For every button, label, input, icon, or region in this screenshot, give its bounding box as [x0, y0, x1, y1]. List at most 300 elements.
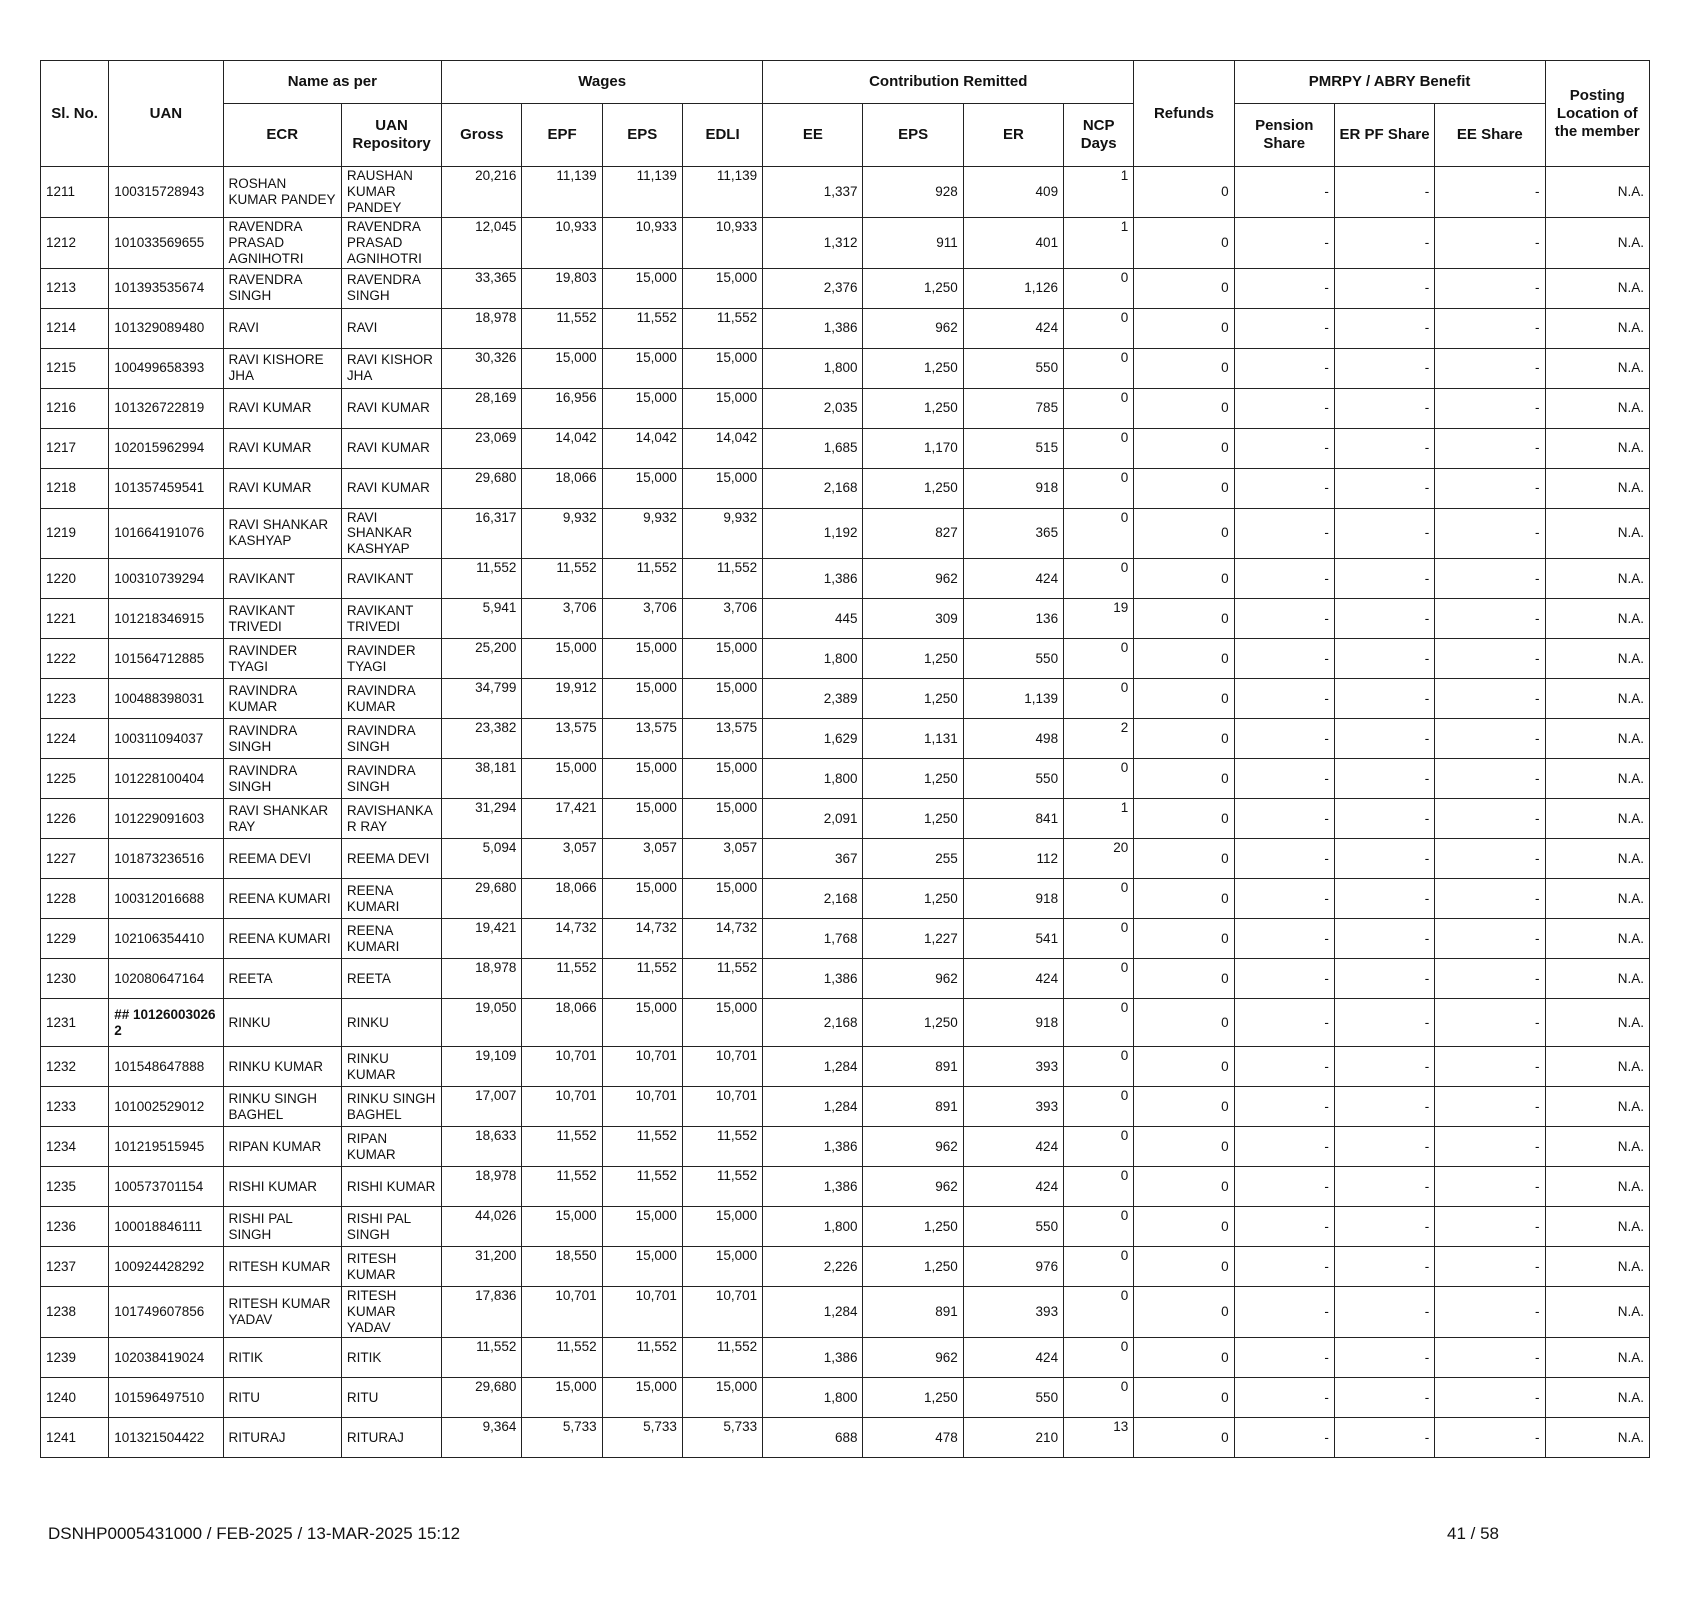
cell-ncp-days: 0: [1064, 1127, 1134, 1167]
cell-ee: 1,386: [763, 1338, 863, 1378]
cell-refunds: 0: [1134, 1087, 1234, 1127]
cell-epf: 16,956: [522, 388, 602, 428]
cell-er: 498: [963, 719, 1063, 759]
cell-pension-share: -: [1234, 559, 1334, 599]
cell-ecr-name: RAVI KISHORE JHA: [223, 348, 341, 388]
cell-pension-share: -: [1234, 1247, 1334, 1287]
cell-er-pf-share: -: [1334, 468, 1434, 508]
cell-eps-contribution: 1,250: [863, 468, 963, 508]
cell-edli: 15,000: [682, 468, 762, 508]
cell-ecr-name: RAVIKANT TRIVEDI: [223, 599, 341, 639]
cell-pension-share: -: [1234, 1127, 1334, 1167]
cell-ee: 1,386: [763, 959, 863, 999]
cell-gross: 5,941: [442, 599, 522, 639]
cell-posting-location: N.A.: [1545, 1338, 1649, 1378]
cell-uan-repository-name: RITESH KUMAR: [341, 1247, 441, 1287]
cell-edli: 11,552: [682, 1338, 762, 1378]
cell-eps: 11,552: [602, 959, 682, 999]
cell-edli: 11,552: [682, 1127, 762, 1167]
cell-ecr-name: RAVI KUMAR: [223, 428, 341, 468]
cell-uan: 101219515945: [109, 1127, 223, 1167]
cell-edli: 11,552: [682, 959, 762, 999]
table-row: [41, 759, 1650, 799]
cell-uan-repository-name: RISHI PAL SINGH: [341, 1207, 441, 1247]
cell-er: 918: [963, 999, 1063, 1047]
cell-ncp-days: 0: [1064, 759, 1134, 799]
cell-eps-contribution: 1,250: [863, 1378, 963, 1418]
cell-ee: 2,168: [763, 999, 863, 1047]
header-ee: EE: [763, 104, 863, 167]
cell-gross: 19,421: [442, 919, 522, 959]
cell-posting-location: N.A.: [1545, 508, 1649, 559]
cell-gross: 38,181: [442, 759, 522, 799]
table-row: [41, 428, 1650, 468]
cell-ncp-days: 0: [1064, 508, 1134, 559]
cell-uan: 101228100404: [109, 759, 223, 799]
cell-edli: 9,932: [682, 508, 762, 559]
cell-edli: 11,139: [682, 167, 762, 218]
header-wages-group: Wages: [442, 61, 763, 104]
cell-ecr-name: RITESH KUMAR YADAV: [223, 1287, 341, 1338]
cell-ecr-name: RAVINDRA SINGH: [223, 759, 341, 799]
header-ncp-days: NCP Days: [1064, 104, 1134, 167]
cell-sl-no: 1236: [41, 1207, 109, 1247]
cell-edli: 15,000: [682, 639, 762, 679]
cell-posting-location: N.A.: [1545, 167, 1649, 218]
cell-ee: 367: [763, 839, 863, 879]
cell-epf: 3,057: [522, 839, 602, 879]
cell-uan-repository-name: RAVIKANT: [341, 559, 441, 599]
cell-pension-share: -: [1234, 308, 1334, 348]
cell-ee-share: -: [1435, 348, 1545, 388]
cell-eps-contribution: 962: [863, 1127, 963, 1167]
cell-edli: 15,000: [682, 879, 762, 919]
cell-posting-location: N.A.: [1545, 1287, 1649, 1338]
cell-ecr-name: RAVI KUMAR: [223, 468, 341, 508]
cell-posting-location: N.A.: [1545, 1247, 1649, 1287]
cell-epf: 11,552: [522, 959, 602, 999]
cell-refunds: 0: [1134, 217, 1234, 268]
cell-edli: 15,000: [682, 1207, 762, 1247]
cell-er-pf-share: -: [1334, 599, 1434, 639]
cell-eps: 11,139: [602, 167, 682, 218]
cell-ee-share: -: [1435, 308, 1545, 348]
cell-uan: 101564712885: [109, 639, 223, 679]
cell-er: 112: [963, 839, 1063, 879]
cell-sl-no: 1212: [41, 217, 109, 268]
cell-uan-repository-name: RAVI SHANKAR KASHYAP: [341, 508, 441, 559]
cell-refunds: 0: [1134, 1127, 1234, 1167]
cell-eps: 15,000: [602, 468, 682, 508]
cell-ecr-name: RAVI SHANKAR KASHYAP: [223, 508, 341, 559]
cell-uan-repository-name: REENA KUMARI: [341, 879, 441, 919]
cell-uan: 100310739294: [109, 559, 223, 599]
cell-eps: 11,552: [602, 308, 682, 348]
cell-eps: 15,000: [602, 799, 682, 839]
cell-uan-repository-name: RIPAN KUMAR: [341, 1127, 441, 1167]
cell-eps-contribution: 1,250: [863, 879, 963, 919]
cell-pension-share: -: [1234, 1087, 1334, 1127]
cell-uan: 102080647164: [109, 959, 223, 999]
cell-ee: 1,800: [763, 639, 863, 679]
cell-uan: 102015962994: [109, 428, 223, 468]
ecr-contribution-table: [40, 60, 1650, 1458]
cell-ee-share: -: [1435, 639, 1545, 679]
cell-eps-contribution: 255: [863, 839, 963, 879]
cell-refunds: 0: [1134, 599, 1234, 639]
cell-pension-share: -: [1234, 839, 1334, 879]
cell-er-pf-share: -: [1334, 1287, 1434, 1338]
cell-edli: 3,057: [682, 839, 762, 879]
cell-ncp-days: 0: [1064, 268, 1134, 308]
cell-ncp-days: 0: [1064, 1378, 1134, 1418]
cell-epf: 19,803: [522, 268, 602, 308]
cell-ee-share: -: [1435, 999, 1545, 1047]
cell-posting-location: N.A.: [1545, 1378, 1649, 1418]
cell-uan: 101002529012: [109, 1087, 223, 1127]
cell-er: 550: [963, 759, 1063, 799]
cell-ee-share: -: [1435, 959, 1545, 999]
cell-epf: 5,733: [522, 1418, 602, 1458]
cell-ecr-name: RAVENDRA PRASAD AGNIHOTRI: [223, 217, 341, 268]
cell-posting-location: N.A.: [1545, 639, 1649, 679]
cell-refunds: 0: [1134, 468, 1234, 508]
cell-edli: 15,000: [682, 388, 762, 428]
table-row: [41, 999, 1650, 1047]
cell-uan-repository-name: RINKU SINGH BAGHEL: [341, 1087, 441, 1127]
cell-epf: 18,550: [522, 1247, 602, 1287]
header-pension-share: Pension Share: [1234, 104, 1334, 167]
cell-sl-no: 1224: [41, 719, 109, 759]
cell-ee: 1,386: [763, 308, 863, 348]
table-row: [41, 719, 1650, 759]
cell-ecr-name: RAVINDRA KUMAR: [223, 679, 341, 719]
cell-edli: 14,042: [682, 428, 762, 468]
table-header: [41, 61, 1650, 167]
table-row: [41, 308, 1650, 348]
table-row: [41, 959, 1650, 999]
cell-gross: 31,294: [442, 799, 522, 839]
cell-epf: 11,139: [522, 167, 602, 218]
cell-epf: 14,732: [522, 919, 602, 959]
cell-eps: 3,706: [602, 599, 682, 639]
cell-ecr-name: RINKU: [223, 999, 341, 1047]
cell-er: 918: [963, 468, 1063, 508]
cell-uan: 100315728943: [109, 167, 223, 218]
cell-eps-contribution: 1,250: [863, 388, 963, 428]
cell-eps-contribution: 1,250: [863, 999, 963, 1047]
cell-epf: 19,912: [522, 679, 602, 719]
cell-er: 210: [963, 1418, 1063, 1458]
cell-refunds: 0: [1134, 759, 1234, 799]
cell-epf: 18,066: [522, 879, 602, 919]
cell-er-pf-share: -: [1334, 1207, 1434, 1247]
cell-eps-contribution: 891: [863, 1087, 963, 1127]
cell-refunds: 0: [1134, 428, 1234, 468]
cell-uan-repository-name: RAVIKANT TRIVEDI: [341, 599, 441, 639]
cell-eps-contribution: 1,250: [863, 759, 963, 799]
cell-eps-contribution: 891: [863, 1047, 963, 1087]
cell-uan-repository-name: RAVI KUMAR: [341, 428, 441, 468]
cell-er: 393: [963, 1047, 1063, 1087]
cell-ee: 1,629: [763, 719, 863, 759]
cell-eps: 11,552: [602, 1338, 682, 1378]
cell-eps: 13,575: [602, 719, 682, 759]
cell-sl-no: 1240: [41, 1378, 109, 1418]
table-row: [41, 167, 1650, 218]
cell-er-pf-share: -: [1334, 639, 1434, 679]
cell-sl-no: 1239: [41, 1338, 109, 1378]
table-row: [41, 1287, 1650, 1338]
cell-ncp-days: 0: [1064, 879, 1134, 919]
cell-er: 393: [963, 1087, 1063, 1127]
cell-uan-repository-name: RINKU KUMAR: [341, 1047, 441, 1087]
cell-refunds: 0: [1134, 919, 1234, 959]
cell-epf: 15,000: [522, 759, 602, 799]
header-gross: Gross: [442, 104, 522, 167]
cell-ecr-name: RAVI KUMAR: [223, 388, 341, 428]
cell-uan-repository-name: RITIK: [341, 1338, 441, 1378]
cell-ee-share: -: [1435, 679, 1545, 719]
cell-sl-no: 1231: [41, 999, 109, 1047]
cell-uan: 101329089480: [109, 308, 223, 348]
cell-edli: 15,000: [682, 679, 762, 719]
cell-eps: 11,552: [602, 1127, 682, 1167]
cell-posting-location: N.A.: [1545, 388, 1649, 428]
header-eps: EPS: [602, 104, 682, 167]
cell-gross: 9,364: [442, 1418, 522, 1458]
table-row: [41, 1167, 1650, 1207]
cell-edli: 11,552: [682, 1167, 762, 1207]
cell-eps-contribution: 962: [863, 1338, 963, 1378]
cell-ncp-days: 0: [1064, 1087, 1134, 1127]
table-row: [41, 1378, 1650, 1418]
cell-er: 550: [963, 348, 1063, 388]
cell-er: 424: [963, 1167, 1063, 1207]
cell-eps: 15,000: [602, 268, 682, 308]
table-row: [41, 599, 1650, 639]
cell-ncp-days: 0: [1064, 999, 1134, 1047]
cell-posting-location: N.A.: [1545, 1167, 1649, 1207]
cell-er: 785: [963, 388, 1063, 428]
cell-uan-repository-name: RAVISHANKA R RAY: [341, 799, 441, 839]
cell-eps-contribution: 928: [863, 167, 963, 218]
table-row: [41, 1207, 1650, 1247]
cell-sl-no: 1221: [41, 599, 109, 639]
table-row: [41, 679, 1650, 719]
cell-epf: 11,552: [522, 1167, 602, 1207]
cell-pension-share: -: [1234, 759, 1334, 799]
cell-pension-share: -: [1234, 1338, 1334, 1378]
cell-ee: 2,389: [763, 679, 863, 719]
cell-er: 424: [963, 308, 1063, 348]
cell-er-pf-share: -: [1334, 879, 1434, 919]
cell-gross: 18,978: [442, 1167, 522, 1207]
header-sl-no: Sl. No.: [41, 61, 109, 167]
cell-ee: 1,386: [763, 1127, 863, 1167]
cell-ecr-name: REENA KUMARI: [223, 879, 341, 919]
cell-pension-share: -: [1234, 799, 1334, 839]
cell-ncp-days: 0: [1064, 919, 1134, 959]
cell-posting-location: N.A.: [1545, 268, 1649, 308]
cell-gross: 17,836: [442, 1287, 522, 1338]
cell-edli: 15,000: [682, 268, 762, 308]
cell-refunds: 0: [1134, 679, 1234, 719]
header-benefit-group: PMRPY / ABRY Benefit: [1234, 61, 1545, 104]
cell-gross: 25,200: [442, 639, 522, 679]
cell-ncp-days: 0: [1064, 1207, 1134, 1247]
cell-ee: 1,284: [763, 1287, 863, 1338]
cell-ecr-name: RINKU KUMAR: [223, 1047, 341, 1087]
table-row: [41, 217, 1650, 268]
cell-sl-no: 1234: [41, 1127, 109, 1167]
cell-gross: 12,045: [442, 217, 522, 268]
cell-epf: 14,042: [522, 428, 602, 468]
cell-gross: 31,200: [442, 1247, 522, 1287]
cell-ee-share: -: [1435, 919, 1545, 959]
table-row: [41, 348, 1650, 388]
cell-ecr-name: RITU: [223, 1378, 341, 1418]
cell-posting-location: N.A.: [1545, 308, 1649, 348]
cell-uan: 100312016688: [109, 879, 223, 919]
cell-pension-share: -: [1234, 999, 1334, 1047]
cell-gross: 29,680: [442, 468, 522, 508]
cell-ecr-name: RISHI KUMAR: [223, 1167, 341, 1207]
cell-epf: 10,701: [522, 1047, 602, 1087]
header-ecr: ECR: [223, 104, 341, 167]
cell-er-pf-share: -: [1334, 388, 1434, 428]
cell-eps-contribution: 1,250: [863, 1207, 963, 1247]
cell-er-pf-share: -: [1334, 919, 1434, 959]
cell-ee: 445: [763, 599, 863, 639]
table-body: [41, 167, 1650, 1458]
cell-eps-contribution: 962: [863, 959, 963, 999]
cell-sl-no: 1215: [41, 348, 109, 388]
header-name-group: Name as per: [223, 61, 442, 104]
cell-uan: 101596497510: [109, 1378, 223, 1418]
cell-posting-location: N.A.: [1545, 1087, 1649, 1127]
table-row: [41, 839, 1650, 879]
cell-sl-no: 1213: [41, 268, 109, 308]
cell-ncp-days: 1: [1064, 167, 1134, 218]
cell-er-pf-share: -: [1334, 1247, 1434, 1287]
cell-refunds: 0: [1134, 167, 1234, 218]
cell-eps-contribution: 1,250: [863, 679, 963, 719]
cell-ee-share: -: [1435, 428, 1545, 468]
cell-ee: 1,800: [763, 1207, 863, 1247]
cell-pension-share: -: [1234, 217, 1334, 268]
cell-eps: 15,000: [602, 1378, 682, 1418]
cell-pension-share: -: [1234, 639, 1334, 679]
cell-eps-contribution: 478: [863, 1418, 963, 1458]
cell-pension-share: -: [1234, 599, 1334, 639]
cell-refunds: 0: [1134, 268, 1234, 308]
cell-pension-share: -: [1234, 679, 1334, 719]
cell-pension-share: -: [1234, 428, 1334, 468]
cell-posting-location: N.A.: [1545, 719, 1649, 759]
cell-epf: 15,000: [522, 1378, 602, 1418]
header-uan: UAN: [109, 61, 223, 167]
cell-sl-no: 1222: [41, 639, 109, 679]
cell-edli: 5,733: [682, 1418, 762, 1458]
cell-er-pf-share: -: [1334, 1127, 1434, 1167]
cell-er-pf-share: -: [1334, 217, 1434, 268]
cell-uan-repository-name: RAVI KISHOR JHA: [341, 348, 441, 388]
cell-uan: ## 10126003026 2: [109, 999, 223, 1047]
header-posting-location: Posting Location of the member: [1545, 61, 1649, 167]
cell-ncp-days: 0: [1064, 1247, 1134, 1287]
cell-epf: 13,575: [522, 719, 602, 759]
cell-eps-contribution: 911: [863, 217, 963, 268]
cell-pension-share: -: [1234, 1047, 1334, 1087]
cell-er-pf-share: -: [1334, 719, 1434, 759]
cell-uan: 101326722819: [109, 388, 223, 428]
cell-uan-repository-name: REENA KUMARI: [341, 919, 441, 959]
cell-epf: 11,552: [522, 1127, 602, 1167]
cell-epf: 9,932: [522, 508, 602, 559]
cell-sl-no: 1220: [41, 559, 109, 599]
cell-er-pf-share: -: [1334, 308, 1434, 348]
cell-posting-location: N.A.: [1545, 348, 1649, 388]
cell-eps-contribution: 891: [863, 1287, 963, 1338]
cell-eps: 10,701: [602, 1087, 682, 1127]
cell-refunds: 0: [1134, 1338, 1234, 1378]
cell-refunds: 0: [1134, 559, 1234, 599]
cell-ee: 2,168: [763, 468, 863, 508]
cell-uan-repository-name: RAVENDRA PRASAD AGNIHOTRI: [341, 217, 441, 268]
cell-er: 550: [963, 1207, 1063, 1247]
cell-gross: 19,050: [442, 999, 522, 1047]
cell-er: 424: [963, 1127, 1063, 1167]
cell-eps-contribution: 962: [863, 308, 963, 348]
cell-ncp-days: 0: [1064, 468, 1134, 508]
cell-sl-no: 1228: [41, 879, 109, 919]
cell-posting-location: N.A.: [1545, 839, 1649, 879]
cell-ee-share: -: [1435, 759, 1545, 799]
cell-epf: 11,552: [522, 1338, 602, 1378]
cell-refunds: 0: [1134, 1207, 1234, 1247]
cell-ncp-days: 1: [1064, 799, 1134, 839]
cell-posting-location: N.A.: [1545, 217, 1649, 268]
cell-posting-location: N.A.: [1545, 1418, 1649, 1458]
table-row: [41, 1127, 1650, 1167]
cell-edli: 11,552: [682, 308, 762, 348]
cell-refunds: 0: [1134, 959, 1234, 999]
cell-edli: 15,000: [682, 999, 762, 1047]
cell-uan: 100311094037: [109, 719, 223, 759]
cell-uan: 100018846111: [109, 1207, 223, 1247]
cell-epf: 11,552: [522, 559, 602, 599]
cell-refunds: 0: [1134, 1378, 1234, 1418]
cell-er-pf-share: -: [1334, 1167, 1434, 1207]
cell-refunds: 0: [1134, 999, 1234, 1047]
cell-eps: 14,732: [602, 919, 682, 959]
cell-sl-no: 1211: [41, 167, 109, 218]
cell-gross: 18,633: [442, 1127, 522, 1167]
cell-gross: 28,169: [442, 388, 522, 428]
cell-eps-contribution: 1,227: [863, 919, 963, 959]
cell-er: 1,139: [963, 679, 1063, 719]
cell-ncp-days: 0: [1064, 639, 1134, 679]
cell-uan: 102106354410: [109, 919, 223, 959]
cell-ecr-name: ROSHAN KUMAR PANDEY: [223, 167, 341, 218]
cell-sl-no: 1223: [41, 679, 109, 719]
cell-er: 1,126: [963, 268, 1063, 308]
cell-posting-location: N.A.: [1545, 428, 1649, 468]
cell-posting-location: N.A.: [1545, 919, 1649, 959]
cell-sl-no: 1219: [41, 508, 109, 559]
cell-pension-share: -: [1234, 879, 1334, 919]
